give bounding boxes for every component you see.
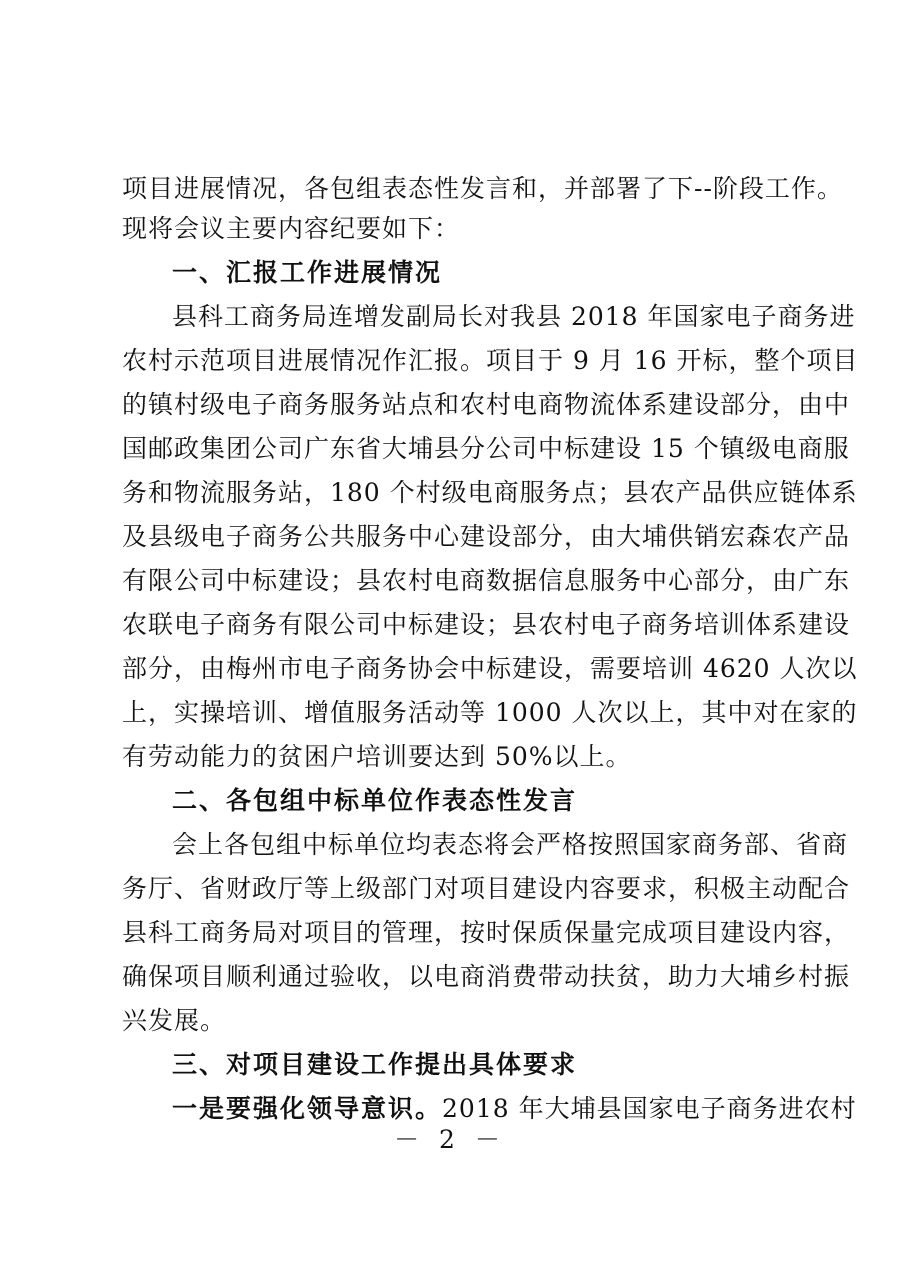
text-line: 县科工商务局对项目的管理，按时保质保量完成项目建设内容， [122, 918, 851, 947]
section-heading-2: 二、各包组中标单位作表态性发言 [172, 786, 578, 815]
section-heading-3: 三、对项目建设工作提出具体要求 [172, 1050, 578, 1079]
text-line: 兴发展。 [122, 1006, 227, 1035]
page-number: － 2 － [394, 1125, 506, 1154]
text-line: 的镇村级电子商务服务站点和农村电商物流体系建设部分，由中 [122, 390, 851, 419]
text-line: 务和物流服务站，180 个村级电商服务点；县农产品供应链体系 [122, 478, 858, 507]
text-line: 及县级电子商务公共服务中心建设部分，由大埔供销宏森农产品 [122, 522, 851, 551]
text-line: 有限公司中标建设；县农村电商数据信息服务中心部分，由广东 [122, 566, 851, 595]
text-line: 农村示范项目进展情况作汇报。项目于 9 月 16 开标，整个项目 [122, 346, 859, 375]
text-line: 会上各包组中标单位均表态将会严格按照国家商务部、省商 [172, 830, 849, 859]
text-line: 确保项目顺利通过验收，以电商消费带动扶贫，助力大埔乡村振 [122, 962, 851, 991]
text-line: 项目进展情况，各包组表态性发言和，并部署了下--阶段工作。 [122, 174, 843, 203]
text-line: 部分，由梅州市电子商务协会中标建设，需要培训 4620 人次以 [122, 654, 858, 683]
text-line: 有劳动能力的贫困户培训要达到 50%以上。 [122, 742, 632, 771]
lead-line-rest: 2018 年大埔县国家电子商务进农村 [442, 1094, 857, 1123]
text-line: 务厅、省财政厅等上级部门对项目建设内容要求，积极主动配合 [122, 874, 851, 903]
text-line: 国邮政集团公司广东省大埔县分公司中标建设 15 个镇级电商服 [122, 434, 850, 463]
text-line: 农联电子商务有限公司中标建设；县农村电子商务培训体系建设 [122, 610, 851, 639]
text-line: 上，实操培训、增值服务活动等 1000 人次以上，其中对在家的 [122, 698, 858, 727]
lead-phrase: 一是要强化领导意识。 [172, 1094, 443, 1123]
text-line: 县科工商务局连增发副局长对我县 2018 年国家电子商务进 [172, 302, 856, 331]
section-heading-1: 一、汇报工作进展情况 [172, 258, 443, 287]
text-line: 现将会议主要内容纪要如下： [122, 214, 461, 243]
